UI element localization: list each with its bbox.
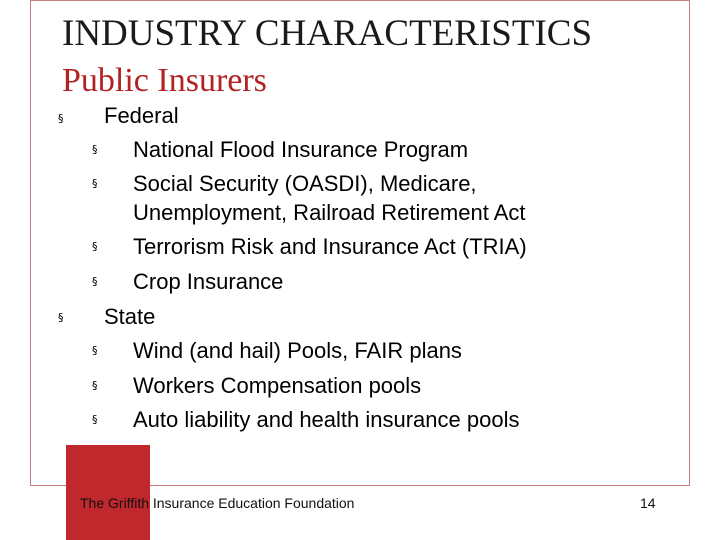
list-item-social-security: Social Security (OASDI), Medicare, [133, 171, 477, 196]
list-item-auto-liability: Auto liability and health insurance pools [133, 407, 520, 432]
list-item-workers-comp: Workers Compensation pools [133, 373, 422, 398]
bullet-icon: § [92, 344, 98, 357]
accent-block [66, 445, 150, 540]
list-item-social-security-cont: Unemployment, Railroad Retirement Act [133, 200, 526, 225]
bullet-icon: § [92, 379, 98, 392]
bullet-icon: § [58, 112, 64, 125]
slide-subtitle: Public Insurers [62, 62, 267, 99]
page-number: 14 [640, 495, 656, 511]
bullet-icon: § [92, 275, 98, 288]
bullet-icon: § [92, 240, 98, 253]
bullet-icon: § [92, 413, 98, 426]
footer-text: The Griffith Insurance Education Foundation [80, 495, 355, 511]
bullet-icon: § [58, 311, 64, 324]
bullet-icon: § [92, 177, 98, 190]
list-item-wind-pools: Wind (and hail) Pools, FAIR plans [133, 338, 462, 363]
list-item-crop-insurance: Crop Insurance [133, 269, 284, 294]
list-item-tria: Terrorism Risk and Insurance Act (TRIA) [133, 234, 527, 259]
section-heading-federal: Federal [104, 103, 179, 128]
list-item-nfip: National Flood Insurance Program [133, 137, 469, 162]
slide-title: INDUSTRY CHARACTERISTICS [62, 13, 593, 54]
bullet-icon: § [92, 143, 98, 156]
section-heading-state: State [104, 304, 156, 329]
